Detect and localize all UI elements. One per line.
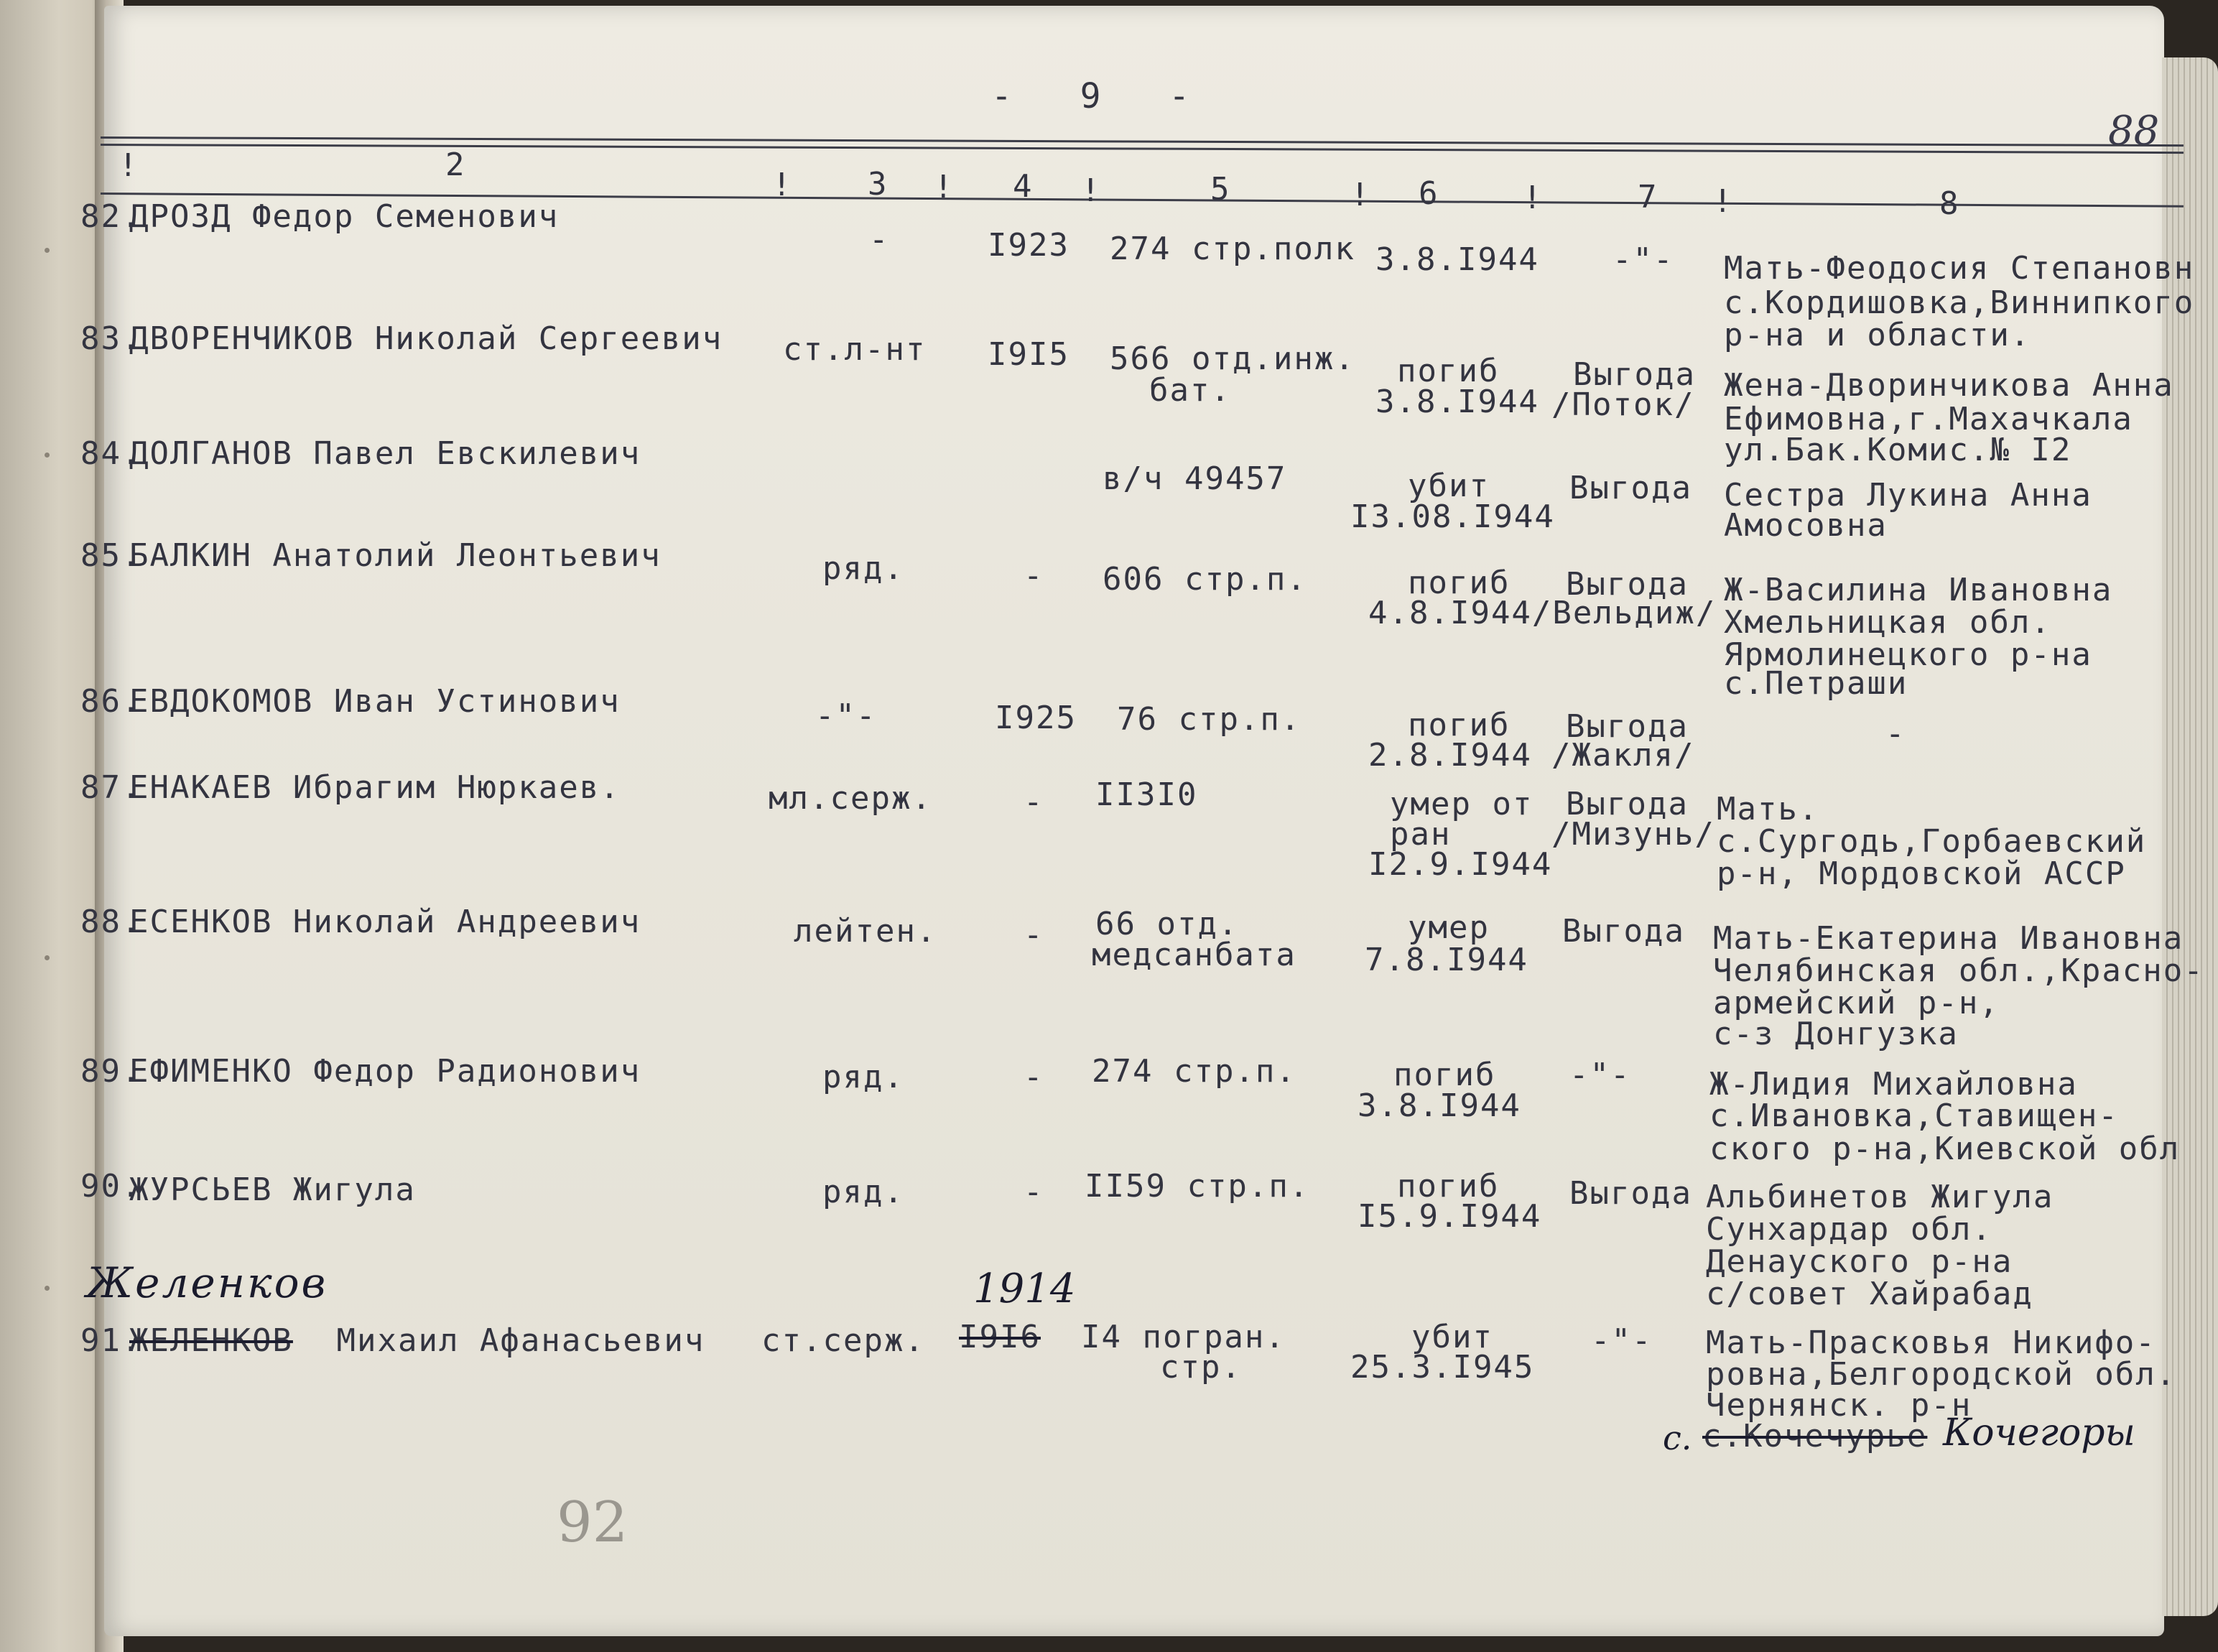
handwritten-name-correction: Желенков (86, 1258, 328, 1307)
entry-year: I923 (988, 227, 1069, 264)
header-col-7: 7 (1638, 179, 1658, 215)
entry-rank: -"- (815, 697, 877, 734)
entry-relatives: Чернянск. р-н (1706, 1387, 1972, 1424)
entry-unit: I4 погран. (1081, 1319, 1286, 1355)
entry-place: -"- (1613, 241, 1674, 278)
entry-relatives: Ж-Василина Ивановна (1724, 572, 2113, 608)
entry-unit: 566 отд.инж. (1110, 340, 1355, 377)
entry-place: Выгода (1573, 356, 1696, 393)
entry-fate: погиб (1393, 1057, 1496, 1093)
entry-fate: 2.8.I944 (1368, 737, 1532, 774)
entry-rank: ст.л-нт (783, 331, 927, 368)
header-col-5: 5 (1210, 171, 1231, 208)
entry-fate: ран (1390, 816, 1452, 853)
entry-place: Выгода (1569, 1175, 1692, 1212)
entry-unit: II3I0 (1095, 776, 1198, 813)
entry-year: I925 (995, 700, 1077, 736)
entry-relatives: Альбинетов Жигула (1706, 1179, 2054, 1215)
entry-fate: погиб (1408, 707, 1511, 743)
entry-number: 82. (80, 198, 142, 235)
pencil-page-mark: 92 (557, 1490, 628, 1555)
entry-relatives: Ефимовна,г.Махачкала (1724, 401, 2133, 437)
entry-unit: медсанбата (1092, 937, 1296, 973)
entry-fate: 7.8.I944 (1365, 942, 1528, 978)
entry-unit: 274 стр.полк (1110, 231, 1355, 267)
entry-relatives: с/совет Хайрабад (1706, 1276, 2033, 1312)
entry-place: -"- (1591, 1322, 1653, 1359)
entry-relatives: с.Кордишовка,Виннипкого (1724, 284, 2195, 321)
entry-relatives: с.Сургодь,Горбаевский (1717, 823, 2147, 860)
entry-fate: 3.8.I944 (1375, 241, 1539, 278)
entry-number: 83. (80, 320, 142, 357)
entry-fate: погиб (1397, 1168, 1500, 1205)
entry-unit: стр. (1160, 1349, 1242, 1386)
entry-relatives: Мать-Феодосия Степановн (1724, 250, 2195, 287)
entry-name: ЕФИМЕНКО Федор Радионович (129, 1053, 641, 1090)
handwritten-year-correction: 1914 (973, 1266, 1076, 1312)
entry-fate: I5.9.I944 (1358, 1198, 1542, 1235)
entry-fate: убит (1408, 468, 1490, 504)
header-separator: ! (119, 147, 138, 184)
entry-place: Выгода (1566, 566, 1689, 603)
entry-unit: 66 отд. (1095, 906, 1239, 942)
entry-fate: I3.08.I944 (1350, 498, 1555, 535)
entry-name: БАЛКИН Анатолий Леонтьевич (129, 537, 662, 574)
entry-relatives: Мать. (1717, 791, 1819, 827)
entry-place: /Поток/ (1551, 386, 1695, 423)
entry-year: - (1024, 917, 1044, 953)
entry-year: - (1024, 557, 1044, 594)
entry-relatives: Амосовна (1724, 507, 1888, 544)
entry-place: Выгода (1566, 708, 1689, 745)
entry-fate: 3.8.I944 (1375, 384, 1539, 420)
entry-relatives: Ж-Лидия Михайловна (1709, 1066, 2078, 1103)
entry-rank: - (869, 221, 890, 258)
entry-relatives: Хмельницкая обл. (1724, 604, 2051, 641)
handwritten-village-prefix: с. (1663, 1419, 1692, 1457)
entry-number: 89. (80, 1053, 142, 1090)
entry-relatives: - (1885, 715, 1906, 752)
header-separator: ! (934, 169, 953, 205)
entry-rank: мл.серж. (769, 780, 932, 817)
entry-name: ДОЛГАНОВ Павел Евскилевич (129, 435, 641, 472)
entry-number: 91. (80, 1322, 142, 1359)
entry-relatives: с.Ивановка,Ставищен- (1709, 1098, 2119, 1134)
entry-fate: убит (1411, 1319, 1493, 1355)
entry-relatives: ровна,Белгородской обл. (1706, 1356, 2177, 1393)
entry-relatives: р-на и области. (1724, 317, 2031, 353)
entry-year: - (1024, 784, 1044, 820)
entry-relatives: Сестра Лукина Анна (1724, 477, 2092, 514)
entry-relatives: Челябинская обл.,Красно- (1713, 952, 2204, 989)
entry-rank: ряд. (822, 1174, 904, 1210)
entry-unit: II59 стр.п. (1085, 1168, 1310, 1205)
entry-relatives: Жена-Дворинчикова Анна (1724, 367, 2174, 404)
entry-name: ДРОЗД Федор Семенович (129, 198, 560, 235)
entry-number: 87. (80, 769, 142, 806)
entry-number: 86. (80, 683, 142, 720)
entry-relatives: ского р-на,Киевской обл (1709, 1131, 2181, 1167)
entry-fate: погиб (1397, 353, 1500, 389)
entry-name: Михаил Афанасьевич (316, 1322, 705, 1359)
entry-rank: ряд. (822, 550, 904, 587)
entry-unit: 274 стр.п. (1092, 1053, 1296, 1090)
header-separator: ! (1350, 177, 1370, 213)
entry-fate: 4.8.I944/Вельдиж/ (1368, 595, 1717, 631)
entry-year-struck: I9I6 (959, 1319, 1041, 1355)
header-col-8: 8 (1939, 185, 1960, 222)
entry-number: 84. (80, 435, 142, 472)
entry-name: ЕСЕНКОВ Николай Андреевич (129, 904, 641, 940)
entry-name: ЖУРСЬЕВ Жигула (129, 1171, 416, 1208)
entry-place: -"- (1569, 1057, 1631, 1093)
entry-relatives: Мать-Прасковья Никифо- (1706, 1324, 2156, 1361)
entry-relatives: Мать-Екатерина Ивановна (1713, 920, 2184, 957)
entry-relatives: Ярмолинецкого р-на (1724, 636, 2092, 673)
entry-unit: 606 стр.п. (1103, 561, 1307, 598)
entry-relatives: Денауского р-на (1706, 1243, 2013, 1280)
header-separator: ! (772, 167, 792, 203)
entry-unit: 76 стр.п. (1117, 701, 1301, 738)
entry-unit: в/ч 49457 (1103, 460, 1287, 497)
entry-year: I9I5 (988, 336, 1069, 373)
header-col-3: 3 (868, 166, 888, 203)
entry-name: ЕВДОКОМОВ Иван Устинович (129, 683, 621, 720)
header-separator: ! (1081, 172, 1100, 209)
entry-year: - (1024, 1174, 1044, 1210)
entry-year: - (1024, 1059, 1044, 1095)
header-separator: ! (1713, 183, 1732, 220)
entry-rank: ст.серж. (761, 1322, 925, 1359)
entry-village-struck: с.Кочечурье (1702, 1418, 1928, 1454)
entry-fate: 3.8.I944 (1358, 1087, 1521, 1124)
entry-relatives: с.Петраши (1724, 665, 1908, 702)
entry-relatives: с-з Донгузка (1713, 1016, 1959, 1052)
page-number: - 9 - (991, 76, 1192, 116)
entry-fate: умер (1408, 909, 1490, 946)
entry-relatives: Сунхардар обл. (1706, 1211, 1992, 1248)
entry-relatives: армейский р-н, (1713, 985, 2000, 1021)
entry-relatives: р-н, Мордовской АССР (1717, 855, 2126, 892)
entry-fate: I2.9.I944 (1368, 846, 1553, 883)
entry-number: 88. (80, 904, 142, 940)
entry-rank: лейтен. (794, 913, 937, 950)
entry-name: ЕНАКАЕВ Ибрагим Нюркаев. (129, 769, 621, 806)
entry-fate: 25.3.I945 (1350, 1349, 1535, 1386)
header-col-6: 6 (1419, 175, 1439, 212)
entry-fate: умер от (1390, 786, 1533, 822)
entry-place: /Жакля/ (1551, 737, 1695, 774)
header-separator: ! (1523, 180, 1542, 216)
entry-number: 90. (80, 1168, 142, 1205)
entry-name: ДВОРЕНЧИКОВ Николай Сергеевич (129, 320, 723, 357)
entry-place: Выгода (1566, 786, 1689, 822)
entry-place: /Мизунь/ (1551, 816, 1715, 853)
entry-place: Выгода (1562, 913, 1685, 950)
entry-number: 85. (80, 537, 142, 574)
entry-fate: погиб (1408, 565, 1511, 601)
archive-page-number: 88 (2108, 108, 2160, 154)
header-col-2: 2 (445, 147, 466, 183)
handwritten-village-correction: Кочегоры (1943, 1411, 2135, 1454)
entry-relatives: ул.Бак.Комис.№ I2 (1724, 432, 2072, 468)
entry-place: Выгода (1569, 470, 1692, 506)
entry-unit: бат. (1149, 372, 1231, 409)
header-col-4: 4 (1013, 168, 1034, 205)
entry-name-struck: ЖЕЛЕНКОВ (129, 1322, 293, 1359)
entry-rank: ряд. (822, 1059, 904, 1095)
